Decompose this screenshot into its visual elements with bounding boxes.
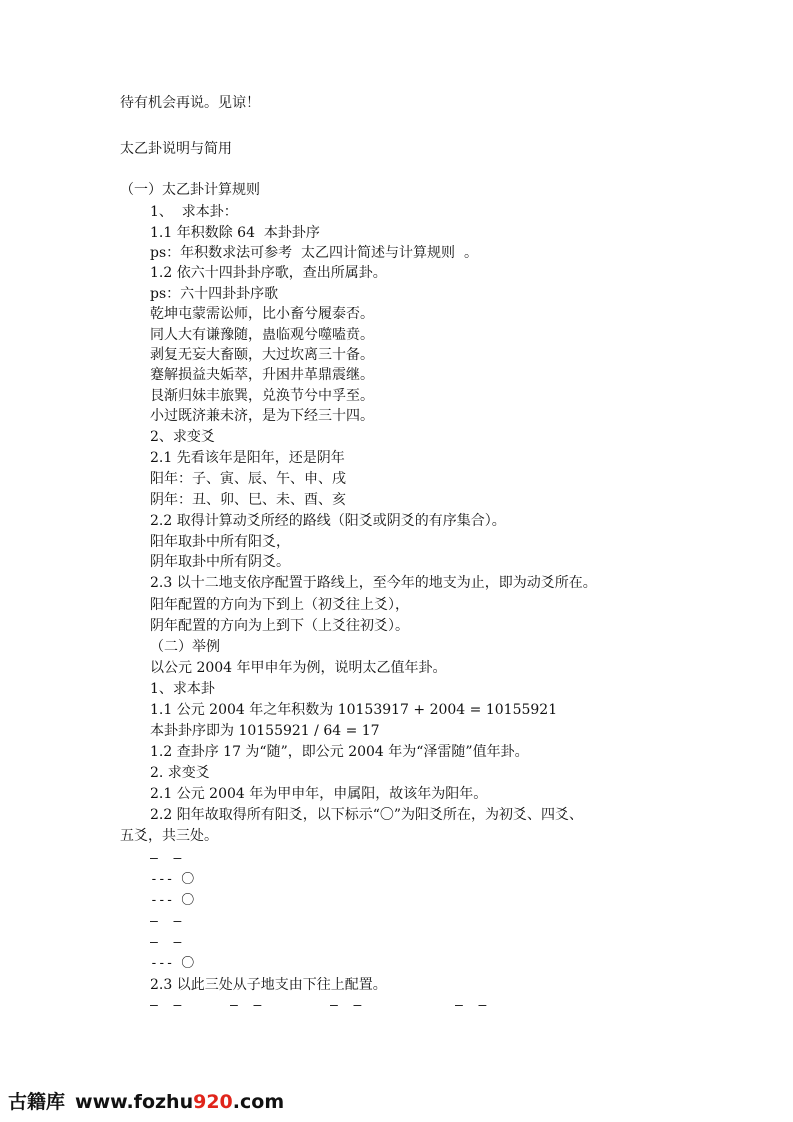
text-line: 阳年：子、寅、辰、午、申、戌 <box>150 471 346 487</box>
verse-line: 蹇解损益夬姤萃，升困井革鼎震继。 <box>150 367 374 383</box>
broken-line: – – <box>455 998 487 1013</box>
text-line: 2.2 取得计算动爻所经的路线（阳爻或阴爻的有序集合）。 <box>150 513 506 529</box>
watermark-url-prefix: www.fozhu <box>75 1091 194 1113</box>
text-line: 五爻，共三处。 <box>120 828 218 844</box>
hexagram-line-1: --- 〇 <box>150 956 195 971</box>
text-line: 1.2 依六十四卦卦序歌，查出所属卦。 <box>150 265 387 281</box>
text-line: 1、求本卦 <box>150 681 215 697</box>
text-line: 2.1 公元 2004 年为甲申年，申属阳，故该年为阳年。 <box>150 786 488 802</box>
broken-line: – – <box>150 998 182 1013</box>
text-line: 1.1 年积数除 64 本卦卦序 <box>150 225 320 241</box>
verse-line: 乾坤屯蒙需讼师，比小畜兮履泰否。 <box>150 306 374 322</box>
verse-line: 同人大有谦豫随，蛊临观兮噬嗑贲。 <box>150 327 374 343</box>
text-line: 2、求变爻 <box>150 429 215 445</box>
section-heading: （一）太乙卦计算规则 <box>120 182 260 198</box>
hexagram-line-5: --- 〇 <box>150 872 195 887</box>
text-line: 阴年取卦中所有阴爻。 <box>150 554 290 570</box>
text-line: 以公元 2004 年甲申年为例，说明太乙值年卦。 <box>150 660 447 676</box>
hexagram-line-4: --- 〇 <box>150 893 195 908</box>
site-watermark <box>8 1087 284 1114</box>
text-line: 2.3 以十二地支依序配置于路线上，至今年的地支为止，即为动爻所在。 <box>150 575 597 591</box>
section-title: 太乙卦说明与简用 <box>120 141 232 157</box>
text-line: ps：年积数求法可参考 太乙四计简述与计算规则 。 <box>150 245 478 261</box>
text-line: 2.1 先看该年是阳年，还是阴年 <box>150 450 345 466</box>
text-line: 1、 求本卦： <box>150 204 238 220</box>
text-line: 待有机会再说。见谅！ <box>120 95 260 111</box>
hexagram-line-3: – – <box>150 914 182 929</box>
text-line: 阳年配置的方向为下到上（初爻往上爻）， <box>150 597 409 613</box>
text-line: 本卦卦序即为 10155921 / 64 = 17 <box>150 723 380 739</box>
watermark-url-suffix: .com <box>232 1091 285 1113</box>
text-line: 1.2 查卦序 17 为“随”，即公元 2004 年为“泽雷随”值年卦。 <box>150 744 529 760</box>
verse-line: 艮渐归妹丰旅巽，兑涣节兮中孚至。 <box>150 388 374 404</box>
broken-line: – – <box>230 998 262 1013</box>
text-line: 1.1 公元 2004 年之年积数为 10153917 + 2004 = 10155921 <box>150 702 558 718</box>
watermark-url-number: 920 <box>193 1091 233 1113</box>
text-line: 阴年：丑、卯、巳、未、酉、亥 <box>150 492 346 508</box>
text-line: 阴年配置的方向为上到下（上爻往初爻）。 <box>150 618 409 634</box>
section-heading: （二）举例 <box>150 639 220 655</box>
text-line: 2. 求变爻 <box>150 765 210 781</box>
verse-line: 小过既济兼未济，是为下经三十四。 <box>150 408 374 424</box>
text-line: 阳年取卦中所有阳爻， <box>150 534 290 550</box>
text-line: ps：六十四卦卦序歌 <box>150 286 279 302</box>
verse-line: 剥复无妄大畜颐，大过坎离三十备。 <box>150 347 374 363</box>
text-line: 2.3 以此三处从子地支由下往上配置。 <box>150 977 387 993</box>
hexagram-line-6: – – <box>150 851 182 866</box>
text-line: 2.2 阳年故取得所有阳爻，以下标示“〇”为阳爻所在，为初爻、四爻、 <box>150 807 584 823</box>
broken-line: – – <box>330 998 362 1013</box>
watermark-cn: 古籍库 <box>8 1091 66 1113</box>
hexagram-line-2: – – <box>150 935 182 950</box>
